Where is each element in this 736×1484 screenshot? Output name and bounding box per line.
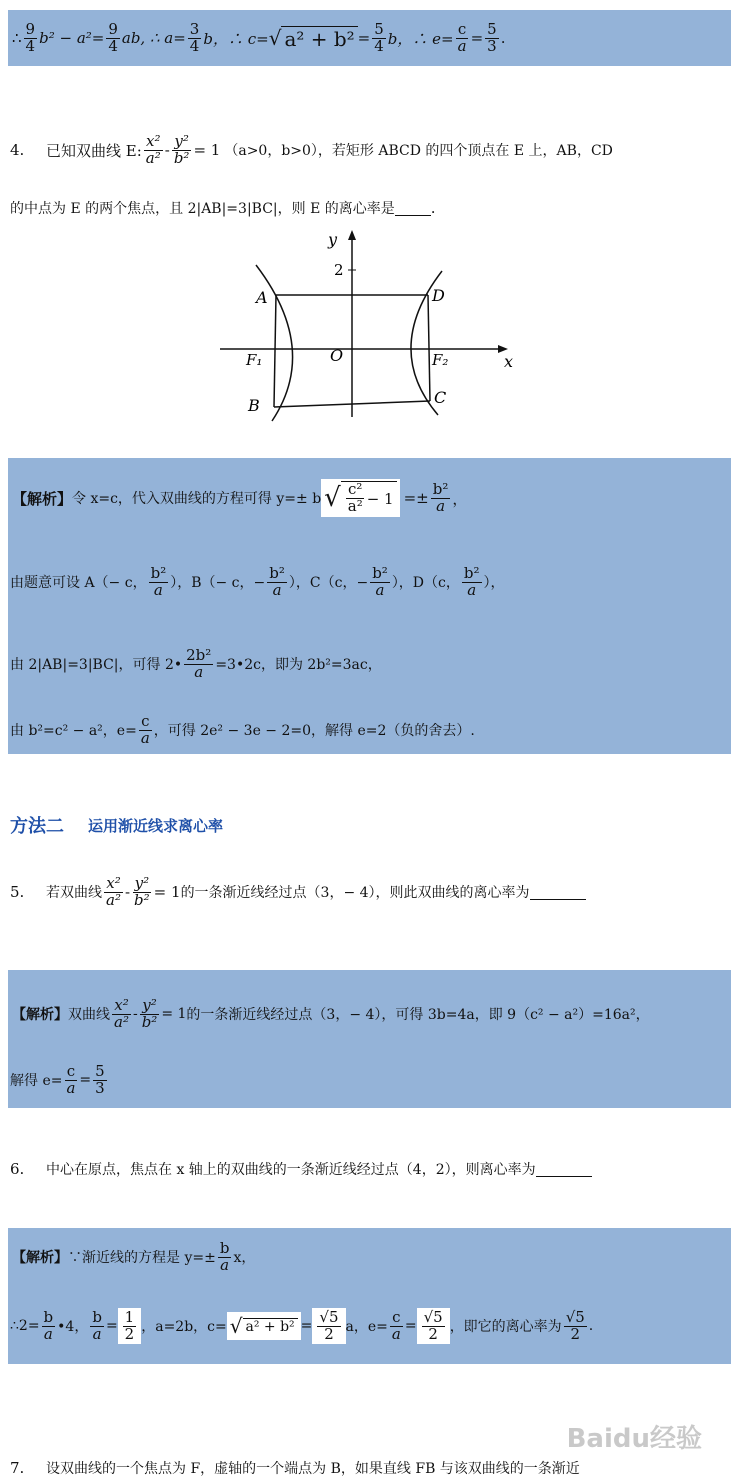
fraction: $\frac{\text{b²}}{a}$ <box>463 563 480 599</box>
label-a: A <box>256 288 268 307</box>
answer-blank <box>530 885 586 900</box>
question-4-line2: 的中点为 E 的两个焦点，且 2|AB|=3|BC|，则 E 的离心率是 . <box>10 199 436 217</box>
sqrt-box: √ $\frac{\text{c²}}{\text{a²}}$ − 1 <box>321 479 399 517</box>
question-number: 6. <box>10 1160 25 1178</box>
label-f2: F₂ <box>432 351 449 369</box>
sqrt-box: √ a² + b² <box>227 1312 301 1340</box>
y-axis-arrow <box>348 230 356 240</box>
question-5-line: 5. 若双曲线 $\frac{\text{x²}}{\text{a²}}$ - $\frac{\text{y²}}{\text{b²}}$ = 1 的一条渐近线经过点（3，− 4），则此双曲线的离心率为 <box>10 866 586 918</box>
fraction: $\frac{\text{b²}}{a}$ <box>150 563 167 599</box>
fraction: $\frac{\text{c²}}{\text{a²}}$ <box>347 480 363 515</box>
fraction: $\frac{\text{x²}}{\text{a²}}$ <box>145 131 161 167</box>
fraction: $\frac{5}{4}$ <box>374 19 384 55</box>
label-b: B <box>248 396 260 415</box>
fraction: $\frac{\text{x²}}{\text{a²}}$ <box>106 873 121 909</box>
fraction: $\frac{b}{a}$ <box>43 1307 54 1343</box>
solution-5-line1: 【解析】 双曲线 $\frac{\text{x²}}{\text{a²}}$ - $\frac{\text{y²}}{\text{b²}}$ = 1 的一条渐近线经过点（3，− 4），可得 3b=4a，即 9（c² − a²）=16a²， <box>12 995 650 1031</box>
label-x: x <box>504 352 514 371</box>
method-subtitle: 运用渐近线求离心率 <box>88 816 224 835</box>
answer-blank <box>536 1162 592 1177</box>
fraction: $\frac{\text{2b²}}{a}$ <box>186 645 212 681</box>
solution-4-line1: 【解析】 令 x=c，代入双曲线的方程可得 y=± b √ $\frac{\text{c²}}{\text{a²}}$ − 1 =± $\frac{\text{b²}}{a}$ ， <box>12 479 468 515</box>
method-2-heading <box>10 812 223 838</box>
fraction: $\frac{\text{y²}}{\text{b²}}$ <box>173 131 190 167</box>
top-solution-line: ∴ $\frac{9}{4}$ b² − a²= $\frac{9}{4}$ ab, ∴ a= $\frac{3}{4}$ b，∴ c= √ a² + b² = $\frac{5}{4}$ b，∴ e= $\frac{c}{a}$ = $\frac{5}{3}$ . <box>12 19 506 55</box>
fraction: $\frac{√5}{2}$ <box>565 1307 585 1343</box>
label-c: C <box>434 388 447 407</box>
fraction: $\frac{5}{3}$ <box>95 1061 105 1097</box>
answer-box: $\frac{√5}{2}$ <box>417 1308 450 1345</box>
sqrt-expression: √ a² + b² <box>269 26 358 51</box>
fraction: $\frac{\text{b²}}{a}$ <box>269 563 285 599</box>
answer-box: $\frac{√5}{2}$ <box>312 1308 345 1345</box>
solution-4-line4: 由 b²=c² − a²，e= $\frac{c}{a}$ ，可得 2e² − 3e − 2=0，解得 e=2（负的舍去）. <box>10 711 475 747</box>
label-f1: F₁ <box>246 351 263 369</box>
fraction: $\frac{c}{a}$ <box>66 1061 76 1097</box>
fraction: $\frac{3}{4}$ <box>189 19 200 55</box>
answer-box: $\frac{1}{2}$ <box>118 1308 142 1345</box>
fraction: $\frac{b}{a}$ <box>219 1238 230 1274</box>
label-tick-2: 2 <box>334 261 344 279</box>
fraction: $\frac{\text{b²}}{a}$ <box>432 479 449 515</box>
label-y: y <box>328 230 338 249</box>
fraction: $\frac{b}{a}$ <box>92 1307 102 1343</box>
method-title: 方法二 <box>10 816 64 837</box>
segment-ab <box>274 295 276 407</box>
question-number: 4. <box>10 141 25 159</box>
solution-4-line2: 由题意可设 A（− c， $\frac{\text{b²}}{a}$ ），B（− c，− $\frac{\text{b²}}{a}$ ），C（c，− $\frac{\text{b²}}{a}$ ），D（c， $\frac{\text{b²}}{a}$ ）， <box>10 563 505 599</box>
hyperbola-figure <box>210 225 530 425</box>
fraction: $\frac{c}{a}$ <box>391 1307 401 1343</box>
solution-label: 【解析】 <box>12 1007 68 1023</box>
therefore-symbol: ∴ <box>12 29 22 47</box>
fraction: $\frac{c}{a}$ <box>140 711 150 747</box>
solution-4-line3: 由 2|AB|=3|BC|，可得 2• $\frac{\text{2b²}}{a}$ =3•2c，即为 2b²=3ac， <box>10 645 382 681</box>
fraction: $\frac{\text{b²}}{a}$ <box>372 563 388 599</box>
question-6-line: 6. 中心在原点，焦点在 x 轴上的双曲线的一条渐近线经过点（4，2），则离心率为 <box>10 1156 592 1182</box>
fraction: $\frac{c}{a}$ <box>457 19 467 55</box>
fraction: $\frac{5}{3}$ <box>487 19 497 55</box>
solution-6-line2: ∴2= $\frac{b}{a}$ •4， $\frac{b}{a}$ = $\frac{1}{2}$ ，a=2b，c= √ a² + b² = $\frac{√5}{2}$ a，e= $\frac{c}{a}$ = $\frac{√5}{2}$ ，即它的离心率为 $\frac{√5}{2}$ . <box>10 1307 594 1343</box>
solution-label: 【解析】 <box>12 1250 68 1266</box>
solution-5-line2: 解得 e= $\frac{c}{a}$ = $\frac{5}{3}$ <box>10 1061 105 1097</box>
solution-label: 【解析】 <box>12 489 73 508</box>
baidu-watermark: Baidu经验 <box>566 1424 702 1454</box>
fraction: $\frac{9}{4}$ <box>108 19 118 55</box>
fraction: $\frac{\text{y²}}{\text{b²}}$ <box>134 873 150 909</box>
solution-6-line1: 【解析】 ∵渐近线的方程是 y=± $\frac{b}{a}$ x， <box>12 1238 256 1274</box>
answer-blank <box>395 201 431 216</box>
segment-dc <box>428 295 430 401</box>
fraction: $\frac{\text{x²}}{\text{a²}}$ <box>114 995 129 1031</box>
fraction: $\frac{9}{4}$ <box>25 19 36 55</box>
question-number: 7. <box>10 1459 25 1477</box>
question-4-line1: 4. 已知双曲线 E: $\frac{\text{x²}}{\text{a²}}$ - $\frac{\text{y²}}{\text{b²}}$ = 1 （a>0，b>0），若矩形 ABCD 的四个顶点在 E 上，AB，CD <box>10 131 613 167</box>
label-d: D <box>432 286 445 305</box>
label-o: O <box>330 346 344 365</box>
question-7-line: 7. 设双曲线的一个焦点为 F，虚轴的一个端点为 B，如果直线 FB 与该双曲线的一条渐近 <box>10 1459 580 1477</box>
fraction: $\frac{\text{y²}}{\text{b²}}$ <box>141 995 158 1031</box>
question-number: 5. <box>10 883 25 901</box>
